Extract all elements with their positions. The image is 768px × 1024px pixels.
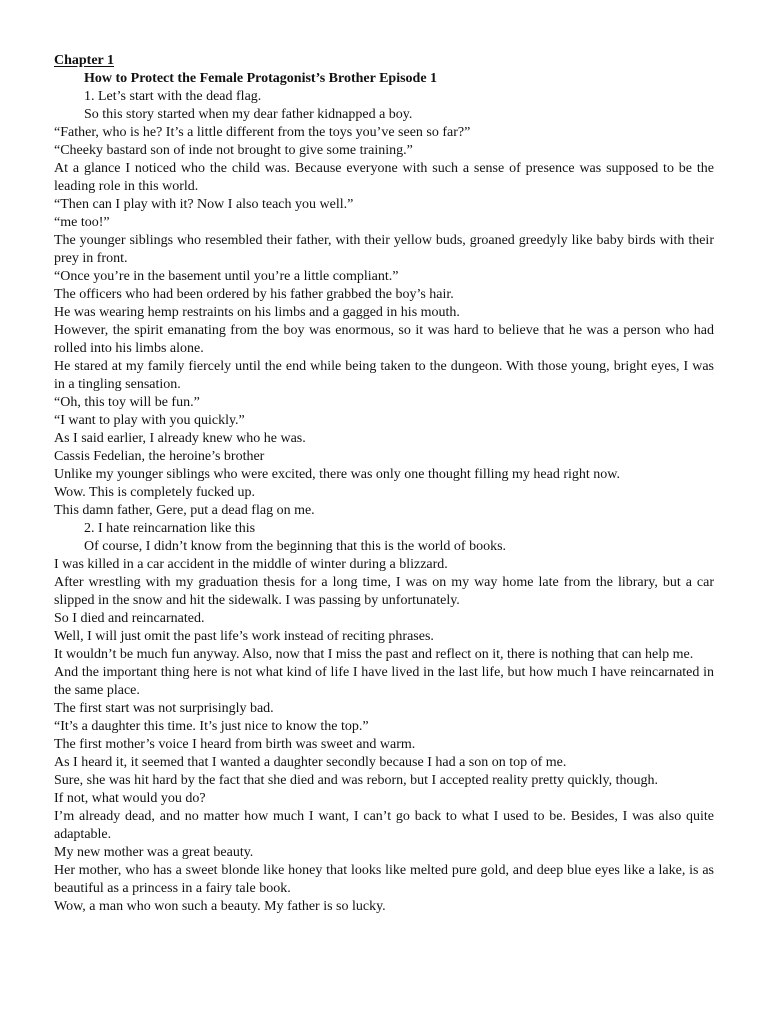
paragraph: However, the spirit emanating from the boy was enormous, so it was hard to believe that he was a person who had rolled into his limbs alone. bbox=[54, 323, 714, 356]
paragraph: I was killed in a car accident in the middle of winter during a blizzard. bbox=[54, 557, 448, 572]
paragraph: Well, I will just omit the past life’s work instead of reciting phrases. bbox=[54, 629, 434, 644]
paragraph: “Once you’re in the basement until you’re a little compliant.” bbox=[54, 269, 399, 284]
paragraph: As I said earlier, I already knew who he was. bbox=[54, 431, 306, 446]
paragraph: He stared at my family fiercely until the end while being taken to the dungeon. With those young, bright eyes, I was in a tingling sensation. bbox=[54, 359, 714, 392]
paragraph: It wouldn’t be much fun anyway. Also, now that I miss the past and reflect on it, there is nothing that can help me. bbox=[54, 647, 694, 662]
paragraph: 1. Let’s start with the dead flag. bbox=[84, 89, 262, 104]
paragraph: “Father, who is he? It’s a little different from the toys you’ve seen so far?” bbox=[54, 125, 471, 140]
paragraph: The first start was not surprisingly bad. bbox=[54, 701, 274, 716]
paragraph: Wow. This is completely fucked up. bbox=[54, 485, 256, 500]
paragraph: 2. I hate reincarnation like this bbox=[84, 521, 256, 536]
document-page bbox=[54, 52, 714, 916]
paragraph: The younger siblings who resembled their father, with their yellow buds, groaned greedyly like baby birds with their prey in front. bbox=[54, 233, 714, 266]
paragraph: So I died and reincarnated. bbox=[54, 611, 205, 626]
paragraph: I’m already dead, and no matter how much I want, I can’t go back to what I used to be. Besides, I was also quite adaptable. bbox=[54, 809, 714, 842]
paragraph: “Then can I play with it? Now I also teach you well.” bbox=[54, 197, 354, 212]
paragraph: Sure, she was hit hard by the fact that she died and was reborn, but I accepted reality pretty quickly, though. bbox=[54, 773, 659, 788]
paragraph: Of course, I didn’t know from the beginning that this is the world of books. bbox=[84, 539, 507, 554]
paragraph: “Cheeky bastard son of inde not brought to give some training.” bbox=[54, 143, 413, 158]
paragraph: At a glance I noticed who the child was. Because everyone with such a sense of presence was supposed to be the leading role in this world. bbox=[54, 161, 714, 194]
body-text bbox=[54, 88, 714, 916]
episode-title: How to Protect the Female Protagonist’s Brother Episode 1 bbox=[84, 71, 438, 86]
paragraph: Wow, a man who won such a beauty. My father is so lucky. bbox=[54, 899, 386, 914]
paragraph: “me too!” bbox=[54, 215, 110, 230]
paragraph: Unlike my younger siblings who were excited, there was only one thought filling my head right now. bbox=[54, 467, 620, 482]
paragraph: “It’s a daughter this time. It’s just nice to know the top.” bbox=[54, 719, 369, 734]
chapter-heading: Chapter 1 bbox=[54, 53, 115, 68]
paragraph: Her mother, who has a sweet blonde like honey that looks like melted pure gold, and deep blue eyes like a lake, is as beautiful as a princess in a fairy tale book. bbox=[54, 863, 714, 896]
paragraph: So this story started when my dear father kidnapped a boy. bbox=[84, 107, 413, 122]
paragraph: The first mother’s voice I heard from birth was sweet and warm. bbox=[54, 737, 416, 752]
paragraph: “I want to play with you quickly.” bbox=[54, 413, 245, 428]
paragraph: “Oh, this toy will be fun.” bbox=[54, 395, 200, 410]
paragraph: This damn father, Gere, put a dead flag on me. bbox=[54, 503, 315, 518]
paragraph: As I heard it, it seemed that I wanted a daughter secondly because I had a son on top of me. bbox=[54, 755, 567, 770]
paragraph: He was wearing hemp restraints on his limbs and a gagged in his mouth. bbox=[54, 305, 460, 320]
paragraph: My new mother was a great beauty. bbox=[54, 845, 254, 860]
paragraph: Cassis Fedelian, the heroine’s brother bbox=[54, 449, 265, 464]
paragraph: If not, what would you do? bbox=[54, 791, 206, 806]
paragraph: The officers who had been ordered by his father grabbed the boy’s hair. bbox=[54, 287, 454, 302]
paragraph: And the important thing here is not what kind of life I have lived in the last life, but how much I have reincarnated in the same place. bbox=[54, 665, 714, 698]
paragraph: After wrestling with my graduation thesis for a long time, I was on my way home late from the library, but a car slipped in the snow and hit the sidewalk. I was passing by unfortunately. bbox=[54, 575, 714, 608]
